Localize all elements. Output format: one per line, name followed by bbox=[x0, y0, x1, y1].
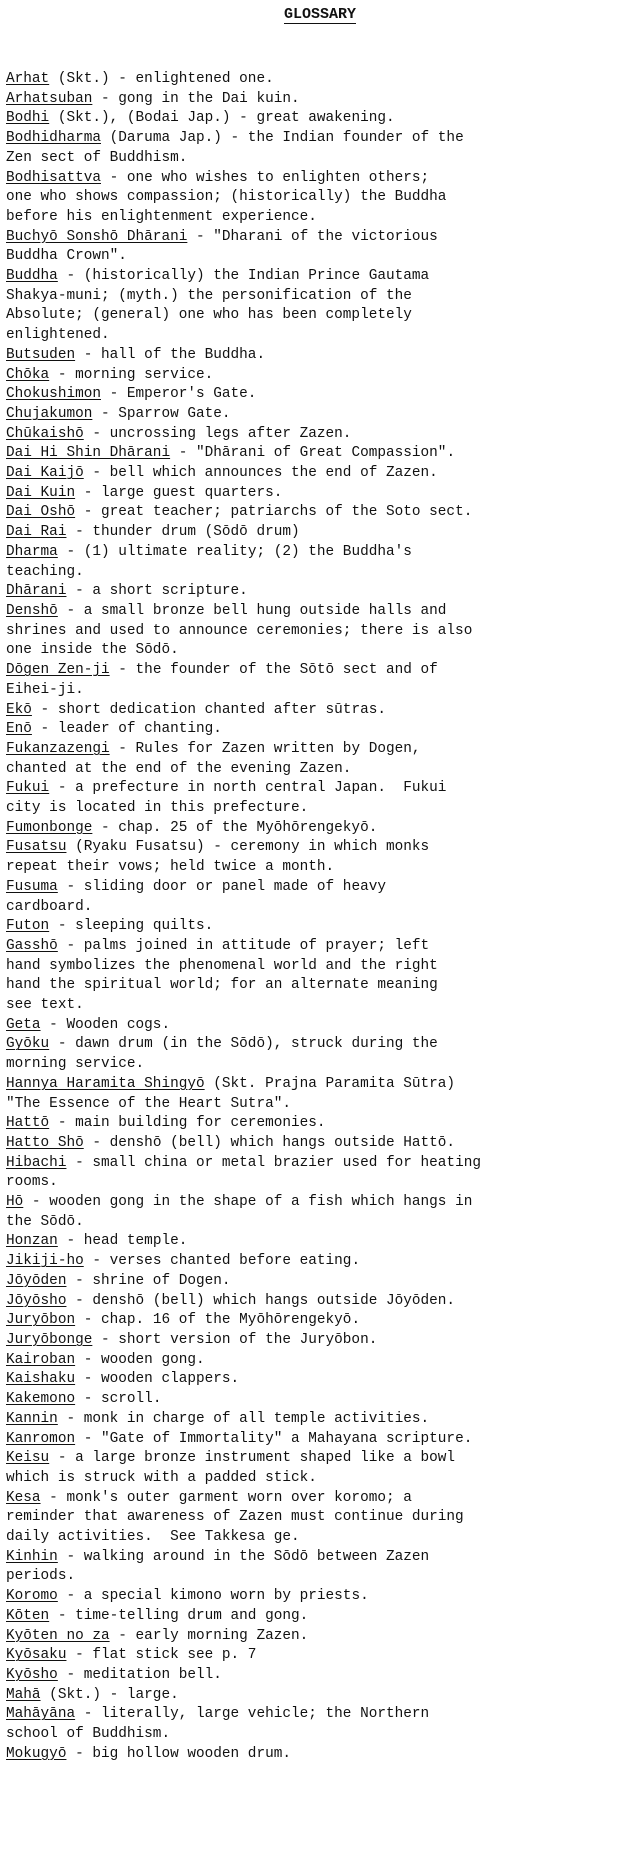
glossary-term: Geta bbox=[6, 1016, 41, 1033]
glossary-definition: - chap. 25 of the Myōhōrengekyō. bbox=[92, 819, 378, 836]
glossary-term: Buchyō Sonshō Dhārani bbox=[6, 228, 188, 245]
glossary-term: Dai Kuin bbox=[6, 484, 76, 501]
glossary-entry bbox=[6, 582, 636, 602]
glossary-term: Dai Oshō bbox=[6, 504, 76, 521]
glossary-term: Arhatsuban bbox=[6, 90, 93, 107]
glossary-definition: - monk in charge of all temple activities. bbox=[57, 1410, 430, 1427]
glossary-definition: - gong in the Dai kuin. bbox=[92, 90, 300, 107]
glossary-entry bbox=[6, 1489, 636, 1548]
glossary-entry bbox=[6, 1745, 636, 1765]
glossary-term: Chūkaishō bbox=[6, 425, 84, 442]
glossary-entry bbox=[6, 1272, 636, 1292]
glossary-term: Jōyōsho bbox=[6, 1292, 67, 1309]
glossary-term: Hatto Shō bbox=[6, 1134, 84, 1151]
glossary-definition: - verses chanted before eating. bbox=[83, 1253, 361, 1270]
glossary-entry bbox=[6, 1705, 636, 1744]
glossary-definition: - Rules for Zazen written by Dogen, chanted at the end of the evening Zazen. bbox=[6, 740, 421, 777]
glossary-definition: - small china or metal brazier used for heating rooms. bbox=[6, 1154, 481, 1191]
title-text: GLOSSARY bbox=[283, 6, 356, 23]
glossary-definition: (Skt.) - large. bbox=[40, 1686, 179, 1703]
glossary-term: Mokugyō bbox=[6, 1745, 67, 1762]
glossary-entry bbox=[6, 1666, 636, 1686]
glossary-entry bbox=[6, 444, 636, 464]
glossary-term: Honzan bbox=[6, 1233, 58, 1250]
glossary-term: Futon bbox=[6, 918, 50, 935]
glossary-term: Denshō bbox=[6, 602, 58, 619]
glossary-term: Dai Rai bbox=[6, 524, 67, 541]
glossary-entry bbox=[6, 819, 636, 839]
glossary-term: Fusuma bbox=[6, 878, 58, 895]
glossary-term: Keisu bbox=[6, 1450, 50, 1467]
glossary-definition: (Skt.), (Bodai Jap.) - great awakening. bbox=[49, 110, 395, 127]
glossary-term: Fukanzazengi bbox=[6, 740, 110, 757]
glossary-definition: - flat stick see p. 7 bbox=[66, 1647, 257, 1664]
glossary-entry bbox=[6, 1627, 636, 1647]
glossary-definition: - the founder of the Sōtō sect and of Eihei-ji. bbox=[6, 662, 438, 698]
glossary-entry bbox=[6, 1548, 636, 1587]
glossary-term: Kinhin bbox=[6, 1548, 58, 1565]
glossary-definition: - short dedication chanted after sūtras. bbox=[31, 701, 386, 718]
glossary-definition: - a prefecture in north central Japan. Fukui city is located in this prefecture. bbox=[6, 780, 447, 817]
glossary-definition: - head temple. bbox=[57, 1233, 188, 1250]
glossary-definition: - dawn drum (in the Sōdō), struck during the morning service. bbox=[6, 1036, 438, 1073]
glossary-definition: - wooden clappers. bbox=[75, 1371, 240, 1388]
glossary-definition: - Emperor's Gate. bbox=[101, 386, 257, 403]
glossary-entry bbox=[6, 523, 636, 543]
glossary-term: Buddha bbox=[6, 268, 58, 285]
glossary-entry bbox=[6, 543, 636, 582]
glossary-definition: - bell which announces the end of Zazen. bbox=[83, 465, 438, 482]
glossary-term: Chujakumon bbox=[6, 405, 93, 422]
glossary-term: Enō bbox=[6, 721, 32, 738]
glossary-entry bbox=[6, 1410, 636, 1430]
glossary-entry bbox=[6, 1154, 636, 1193]
glossary-term: Fumonbonge bbox=[6, 819, 93, 836]
glossary-definition: - scroll. bbox=[75, 1391, 162, 1408]
glossary-entry bbox=[6, 70, 636, 90]
glossary-definition: - thunder drum (Sōdō drum) bbox=[66, 524, 300, 541]
glossary-definition: - (historically) the Indian Prince Gautama Shakya-muni; (myth.) the personification of the Absolute; (general) one who has been completely enlightened. bbox=[6, 268, 430, 344]
glossary-entry bbox=[6, 1430, 636, 1450]
glossary-term: Kyōten no za bbox=[6, 1627, 110, 1644]
glossary-entry bbox=[6, 1134, 636, 1154]
glossary-entry bbox=[6, 346, 636, 366]
glossary-entry bbox=[6, 90, 636, 110]
glossary-entry bbox=[6, 228, 636, 267]
glossary-entry bbox=[6, 878, 636, 917]
glossary-definition: (Skt.) - enlightened one. bbox=[49, 71, 274, 87]
glossary-term: Juryōbon bbox=[6, 1312, 76, 1329]
glossary-entry bbox=[6, 1114, 636, 1134]
glossary-entry bbox=[6, 779, 636, 818]
glossary-entry bbox=[6, 838, 636, 877]
glossary-definition: - Sparrow Gate. bbox=[92, 405, 231, 422]
glossary-definition: - a special kimono worn by priests. bbox=[57, 1588, 369, 1605]
glossary-entry bbox=[6, 1351, 636, 1371]
glossary-entry bbox=[6, 1075, 636, 1114]
glossary-term: Gasshō bbox=[6, 937, 58, 954]
glossary-entry bbox=[6, 917, 636, 937]
glossary-definition: - wooden gong in the shape of a fish which hangs in the Sōdō. bbox=[6, 1194, 473, 1230]
glossary-entry bbox=[6, 425, 636, 445]
glossary-term: Dharma bbox=[6, 543, 58, 560]
glossary-definition: - one who wishes to enlighten others; one who shows compassion; (historically) the Buddha before his enlightenment experience. bbox=[6, 169, 447, 225]
glossary-definition: - "Gate of Immortality" a Mahayana scripture. bbox=[75, 1430, 473, 1447]
glossary-definition: - meditation bell. bbox=[57, 1666, 222, 1683]
glossary-entry bbox=[6, 1686, 636, 1706]
glossary-term: Dai Kaijō bbox=[6, 465, 84, 482]
glossary-entry bbox=[6, 1390, 636, 1410]
glossary-term: Bodhi bbox=[6, 110, 50, 127]
glossary-term: Koromo bbox=[6, 1588, 58, 1605]
glossary-term: Jikiji-ho bbox=[6, 1253, 84, 1270]
glossary-definition: - literally, large vehicle; the Northern school of Buddhism. bbox=[6, 1706, 430, 1743]
glossary-definition: - large guest quarters. bbox=[75, 484, 283, 501]
glossary-definition: - a large bronze instrument shaped like a bowl which is struck with a padded stick. bbox=[6, 1450, 456, 1486]
glossary-term: Kairoban bbox=[6, 1351, 76, 1368]
glossary-definition: (Skt. Prajna Paramita Sūtra) "The Essence of the Heart Sutra". bbox=[6, 1075, 456, 1112]
glossary-term: Kaishaku bbox=[6, 1371, 76, 1388]
glossary-term: Hattō bbox=[6, 1115, 50, 1132]
glossary-entry bbox=[6, 1449, 636, 1488]
glossary-term: Kyōsho bbox=[6, 1666, 58, 1683]
glossary-definition: - main building for ceremonies. bbox=[49, 1115, 326, 1132]
glossary-term: Mahā bbox=[6, 1686, 41, 1703]
glossary-definition: - wooden gong. bbox=[75, 1351, 205, 1368]
glossary-entry bbox=[6, 385, 636, 405]
glossary-term: Kannin bbox=[6, 1410, 58, 1427]
glossary-term: Hibachi bbox=[6, 1154, 67, 1171]
glossary-definition: - chap. 16 of the Myōhōrengekyō. bbox=[75, 1312, 361, 1329]
glossary-entry bbox=[6, 1232, 636, 1252]
glossary-term: Dai Hi Shin Dhārani bbox=[6, 445, 171, 462]
glossary-term: Kōten bbox=[6, 1607, 50, 1624]
glossary-term: Chokushimon bbox=[6, 386, 101, 403]
glossary-entry bbox=[6, 484, 636, 504]
glossary-entry bbox=[6, 1607, 636, 1627]
glossary-entry bbox=[6, 602, 636, 661]
glossary-definition: - hall of the Buddha. bbox=[75, 346, 266, 363]
glossary-term: Fukui bbox=[6, 780, 50, 797]
glossary-definition: - (1) ultimate reality; (2) the Buddha's teaching. bbox=[6, 543, 412, 580]
glossary-term: Juryōbonge bbox=[6, 1332, 93, 1348]
glossary-entry bbox=[6, 1016, 636, 1036]
glossary-definition: - "Dharani of the victorious Buddha Crown". bbox=[6, 228, 438, 265]
glossary-term: Gyōku bbox=[6, 1036, 50, 1053]
glossary-entry bbox=[6, 169, 636, 228]
glossary-definition: - shrine of Dogen. bbox=[66, 1272, 231, 1289]
glossary-definition: - leader of chanting. bbox=[31, 721, 222, 738]
glossary-entry bbox=[6, 109, 636, 129]
glossary-definition: - walking around in the Sōdō between Zazen periods. bbox=[6, 1548, 430, 1585]
glossary-entry bbox=[6, 1292, 636, 1312]
glossary-term: Kakemono bbox=[6, 1391, 76, 1408]
glossary-definition: - uncrossing legs after Zazen. bbox=[83, 425, 352, 442]
glossary-entry bbox=[6, 740, 636, 779]
glossary-entry bbox=[6, 1587, 636, 1607]
glossary-entry bbox=[6, 1370, 636, 1390]
page-title bbox=[0, 6, 640, 24]
glossary-definition: - Wooden cogs. bbox=[40, 1016, 171, 1033]
glossary-term: Chōka bbox=[6, 366, 50, 383]
glossary-definition: - "Dhārani of Great Compassion". bbox=[170, 445, 456, 462]
glossary-entry bbox=[6, 661, 636, 700]
glossary-entry bbox=[6, 1193, 636, 1232]
glossary-term: Dhārani bbox=[6, 583, 67, 600]
glossary-term: Arhat bbox=[6, 71, 50, 87]
glossary-definition: - palms joined in attitude of prayer; left hand symbolizes the phenomenal world and the right hand the spiritual world; for an alternate meaning see text. bbox=[6, 937, 438, 1014]
glossary-term: Hō bbox=[6, 1194, 24, 1211]
glossary-term: Butsuden bbox=[6, 346, 76, 363]
glossary-definition: - big hollow wooden drum. bbox=[66, 1745, 291, 1762]
glossary-definition: (Daruma Jap.) - the Indian founder of the Zen sect of Buddhism. bbox=[6, 130, 464, 166]
glossary-term: Kanromon bbox=[6, 1430, 76, 1447]
glossary-definition: - morning service. bbox=[49, 366, 214, 383]
glossary-term: Bodhidharma bbox=[6, 130, 101, 147]
glossary-term: Kyōsaku bbox=[6, 1647, 67, 1664]
glossary-term: Ekō bbox=[6, 701, 32, 718]
glossary-entry bbox=[6, 129, 636, 168]
glossary-definition: - time-telling drum and gong. bbox=[49, 1607, 309, 1624]
glossary-entry bbox=[6, 464, 636, 484]
glossary-entry bbox=[6, 1035, 636, 1074]
glossary-term: Dōgen Zen-ji bbox=[6, 662, 110, 679]
glossary-definition: - sleeping quilts. bbox=[49, 918, 214, 935]
glossary-term: Jōyōden bbox=[6, 1272, 67, 1289]
glossary-entry bbox=[6, 267, 636, 346]
glossary-entry bbox=[6, 405, 636, 425]
glossary-definition: - a small bronze bell hung outside halls and shrines and used to announce ceremonies; there is also one inside the Sōdō. bbox=[6, 602, 473, 659]
glossary-definition: (Ryaku Fusatsu) - ceremony in which monks repeat their vows; held twice a month. bbox=[6, 839, 430, 876]
glossary-entry bbox=[6, 366, 636, 386]
glossary-term: Kesa bbox=[6, 1489, 41, 1506]
glossary-entry bbox=[6, 1331, 636, 1351]
glossary-definition: - sliding door or panel made of heavy cardboard. bbox=[6, 878, 386, 915]
glossary-entry bbox=[6, 1311, 636, 1331]
glossary-definition: - monk's outer garment worn over koromo; a reminder that awareness of Zazen must continue during daily activities. See Takkesa ge. bbox=[6, 1489, 464, 1546]
glossary-term: Bodhisattva bbox=[6, 169, 101, 186]
glossary-entry bbox=[6, 937, 636, 1016]
glossary-definition: - a short scripture. bbox=[66, 583, 248, 600]
glossary-entry bbox=[6, 701, 636, 721]
glossary-definition: - denshō (bell) which hangs outside Jōyōden. bbox=[66, 1292, 456, 1309]
glossary-term: Hannya Haramita Shingyō bbox=[6, 1075, 205, 1092]
glossary-entry bbox=[6, 720, 636, 740]
glossary-term: Mahāyāna bbox=[6, 1706, 76, 1723]
glossary-definition: - denshō (bell) which hangs outside Hattō. bbox=[83, 1134, 456, 1151]
glossary-entry bbox=[6, 503, 636, 523]
glossary-list bbox=[6, 70, 636, 1764]
glossary-definition: - early morning Zazen. bbox=[109, 1627, 309, 1644]
glossary-entry bbox=[6, 1252, 636, 1272]
glossary-definition: - short version of the Juryōbon. bbox=[92, 1332, 378, 1348]
glossary-term: Fusatsu bbox=[6, 839, 67, 856]
glossary-definition: - great teacher; patriarchs of the Soto sect. bbox=[75, 504, 473, 521]
glossary-entry bbox=[6, 1646, 636, 1666]
